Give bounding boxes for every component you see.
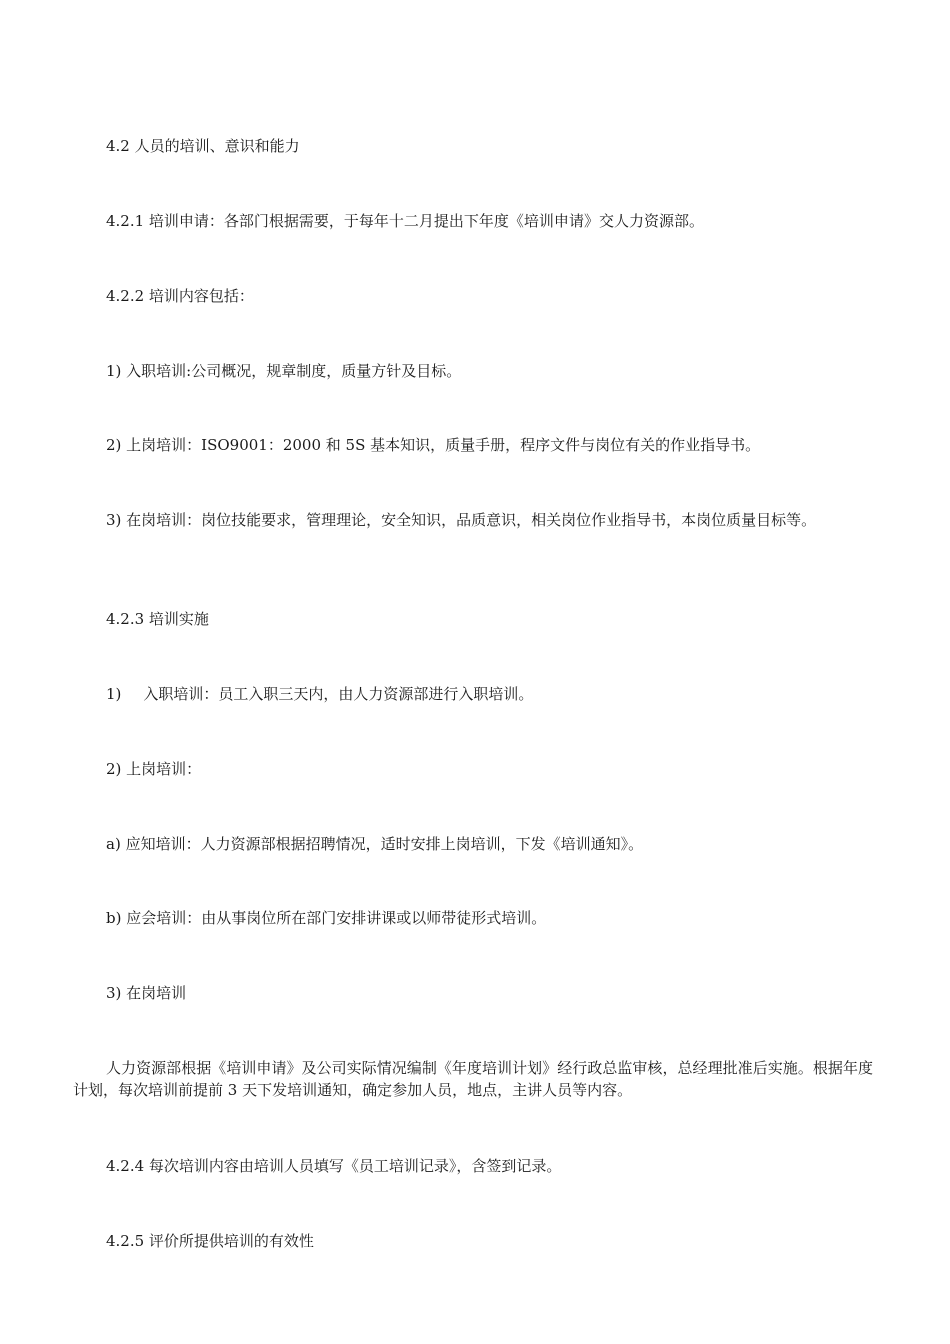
- section-heading-4-2-3: 4.2.3 培训实施: [106, 610, 209, 628]
- list-text: 入职培训：员工入职三天内，由人力资源部进行入职培训。: [143, 685, 534, 703]
- list-item-on-job-training: 3) 在岗培训：岗位技能要求，管理理论，安全知识，品质意识，相关岗位作业指导书，本岗位质量目标等。: [106, 511, 817, 529]
- list-item-knowledge-training: a) 应知培训：人力资源部根据招聘情况，适时安排上岗培训，下发《培训通知》。: [106, 835, 644, 853]
- list-number: 1): [106, 685, 122, 703]
- list-item-onboarding-implementation: [73, 683, 873, 705]
- list-item-pre-job-training: 2) 上岗培训：ISO9001：2000 和 5S 基本知识，质量手册，程序文件与岗位有关的作业指导书。: [106, 436, 761, 454]
- paragraph-4-2-2: 4.2.2 培训内容包括：: [106, 287, 254, 305]
- list-item-skill-training: b) 应会培训：由从事岗位所在部门安排讲课或以师带徒形式培训。: [106, 909, 547, 927]
- list-item-on-job-implementation: 3) 在岗培训: [106, 984, 187, 1002]
- section-heading-4-2: 4.2 人员的培训、意识和能力: [106, 137, 300, 155]
- paragraph-4-2-1: 4.2.1 培训申请：各部门根据需要，于每年十二月提出下年度《培训申请》交人力资源部。: [106, 212, 704, 230]
- paragraph-4-2-4: 4.2.4 每次培训内容由培训人员填写《员工培训记录》，含签到记录。: [106, 1157, 562, 1175]
- paragraph-annual-plan: 人力资源部根据《培训申请》及公司实际情况编制《年度培训计划》经行政总监审核，总经理批准后实施。根据年度计划，每次培训前提前 3 天下发培训通知，确定参加人员，地点，主讲人员等内容。: [73, 1059, 873, 1099]
- section-heading-4-2-5: 4.2.5 评价所提供培训的有效性: [106, 1232, 314, 1250]
- list-item-onboarding-training: 1) 入职培训:公司概况，规章制度，质量方针及目标。: [106, 362, 462, 380]
- list-item-pre-job-implementation: 2) 上岗培训：: [106, 760, 202, 778]
